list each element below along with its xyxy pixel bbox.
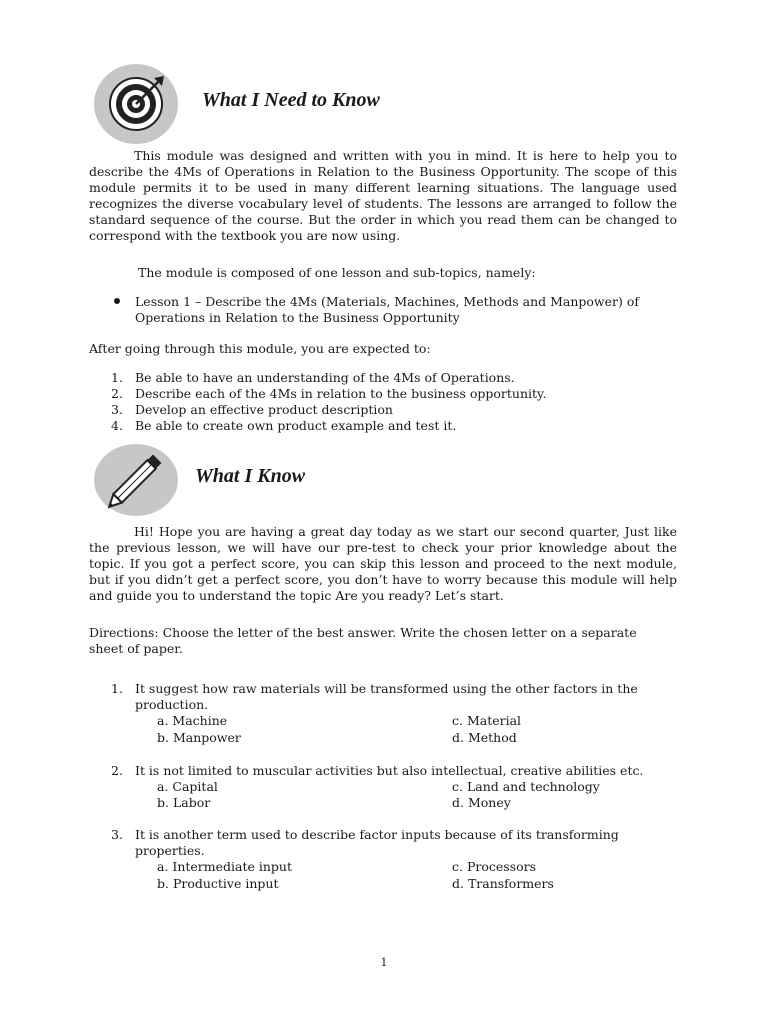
choice-c: c. Material	[452, 713, 522, 728]
choice-a: a. Capital	[157, 779, 218, 794]
objective-item: Be able to create own product example and test it.	[135, 418, 457, 433]
lesson-item-line2: Operations in Relation to the Business Opportunity	[135, 310, 460, 325]
choice-b: b. Labor	[157, 795, 211, 810]
question-number: 3.	[111, 827, 123, 842]
target-icon	[94, 64, 178, 144]
choice-c: c. Land and technology	[452, 779, 600, 794]
directions-text: Directions: Choose the letter of the best answer. Write the chosen letter on a separate sheet of paper.	[89, 625, 637, 656]
choice-a: a. Intermediate input	[157, 859, 293, 874]
section-title-what-i-need-to-know: What I Need to Know	[202, 89, 380, 111]
objective-item: Develop an effective product description	[135, 402, 393, 417]
intro-paragraph: This module was designed and written with you in mind. It is here to help you to describe the 4Ms of Operations in Relation to the Business Opportunity. The scope of this module permits it to be used in many different learning situations. The language used recognizes the diverse vocabulary level of students. The lessons are arranged to follow the standard sequence of the course. But the order in which you read them can be changed to correspond with the textbook you are now using.	[89, 148, 677, 243]
question-text-line1: It is another term used to describe factor inputs because of its transforming	[135, 827, 619, 842]
choice-d: d. Method	[452, 730, 517, 745]
expected-outcomes-text: After going through this module, you are expected to:	[89, 341, 431, 356]
lesson-item-line1: Lesson 1 – Describe the 4Ms (Materials, Machines, Methods and Manpower) of	[135, 294, 640, 309]
question-text-line2: properties.	[135, 843, 205, 858]
pretest-intro-paragraph: Hi! Hope you are having a great day today as we start our second quarter, Just like the previous lesson, we will have our pre-test to check your prior knowledge about the topic. If you got a perfect score, you can skip this lesson and proceed to the next module, but if you didn’t get a perfect score, you don’t have to worry because this module will help and guide you to understand the topic Are you ready? Let’s start.	[89, 524, 677, 603]
objective-number: 3.	[111, 402, 123, 417]
bullet-dot	[114, 298, 120, 304]
section-title-what-i-know: What I Know	[195, 465, 306, 487]
objective-number: 4.	[111, 418, 123, 433]
objective-number: 2.	[111, 386, 123, 401]
objective-number: 1.	[111, 370, 123, 385]
choice-d: d. Transformers	[452, 876, 554, 891]
question-number: 1.	[111, 681, 123, 696]
choice-a: a. Machine	[157, 713, 228, 728]
question-text-line1: It is not limited to muscular activities but also intellectual, creative abilities etc.	[135, 763, 644, 778]
question-text-line1: It suggest how raw materials will be transformed using the other factors in the	[135, 681, 638, 696]
page-number: 1	[380, 956, 388, 969]
choice-c: c. Processors	[452, 859, 537, 874]
question-text-line2: production.	[135, 697, 209, 712]
choice-b: b. Manpower	[157, 730, 241, 745]
choice-b: b. Productive input	[157, 876, 279, 891]
choice-d: d. Money	[452, 795, 511, 810]
module-composition-text: The module is composed of one lesson and sub-topics, namely:	[138, 265, 536, 280]
objective-item: Be able to have an understanding of the 4Ms of Operations.	[135, 370, 515, 385]
pencil-icon	[94, 444, 178, 516]
objective-item: Describe each of the 4Ms in relation to the business opportunity.	[135, 386, 547, 401]
question-number: 2.	[111, 763, 123, 778]
